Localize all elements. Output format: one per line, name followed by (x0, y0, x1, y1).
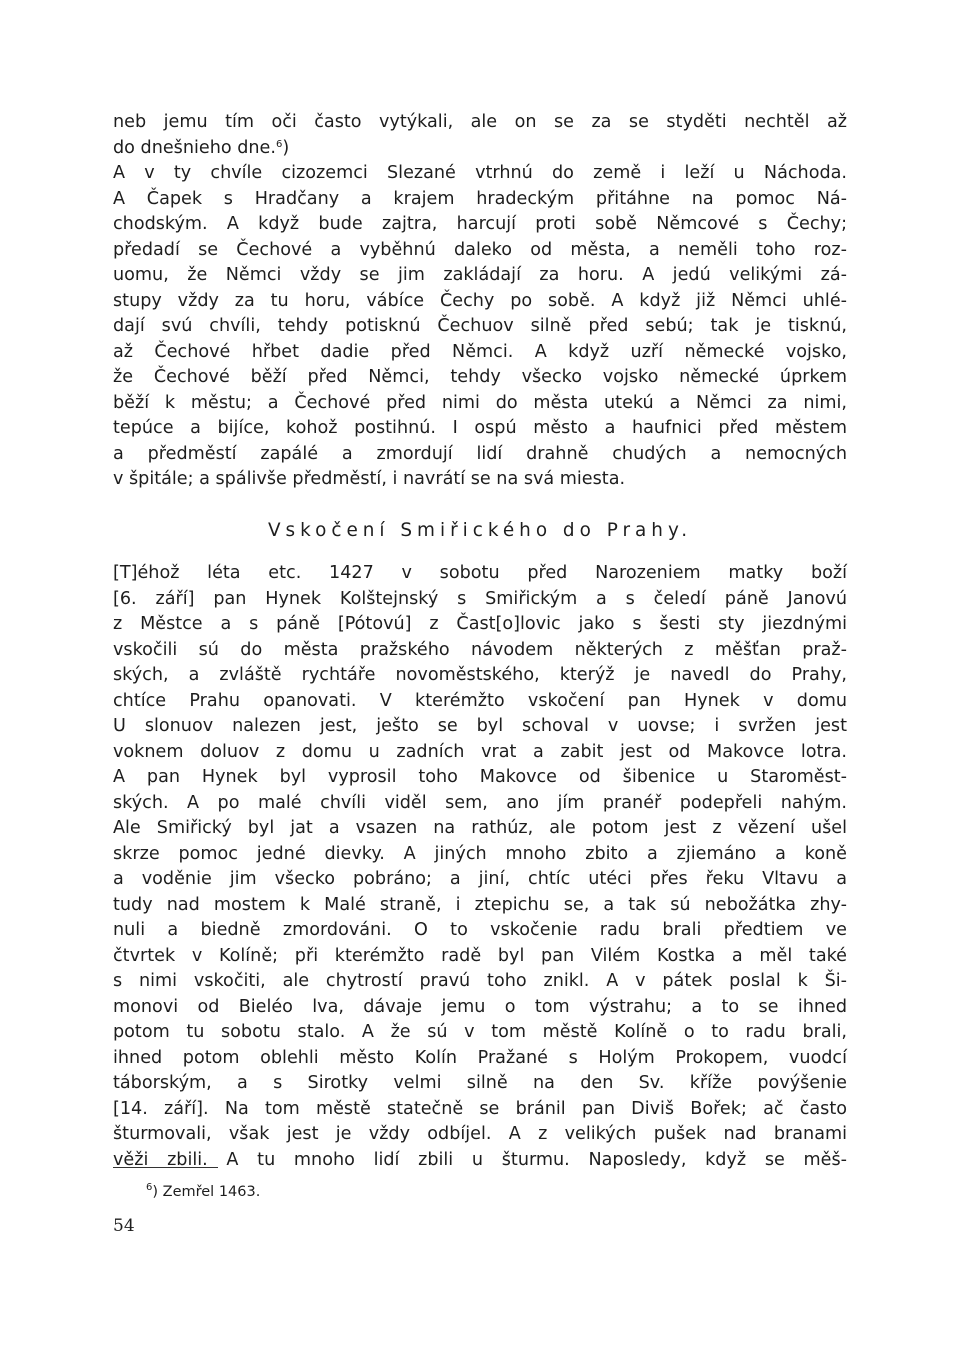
text-line: běží k městu; a Čechové před nimi do města utekú a Němci za nimi, (113, 392, 847, 413)
footnote-marker: 6 (146, 1182, 153, 1193)
text-line: předadí se Čechové a vyběhnú daleko od města, a neměli toho roz- (113, 239, 847, 260)
text-line: Ale Smiřický byl jat a vsazen na rathúz, ale potom jest z vězení ušel (113, 818, 847, 838)
text-line: ských. A po malé chvíli viděl sem, ano jím pranéř podepřeli nahým. (113, 792, 847, 813)
paragraph-1 (113, 110, 847, 493)
text-line: skrze pomoc jedné dievky. A jiných mnoho zbito a zjiemáno a koně (113, 843, 847, 864)
text-line: ských, a zvláště rychtáře novoměstského, kterýž je navedl do Prahy, (113, 665, 847, 685)
text-line: chodským. A když bude zajtra, harcují proti sobě Němcové s Čechy; (113, 214, 847, 234)
text-line: monovi od Bieléo lva, dávaje jemu o tom výstrahu; a to se ihned (113, 996, 847, 1017)
text-line: táborským, a s Sirotky velmi silně na den Sv. kříže povýšenie (113, 1073, 847, 1093)
text-line: a předměstí zapálé a zmordují lidí drahně chudých a nemocných (113, 443, 847, 464)
text-line: neb jemu tím oči často vytýkali, ale on se za se styděti nechtěl až (113, 112, 847, 132)
text-line: [6. září] pan Hynek Kolštejnský s Smiřickým a s čeledí páně Janovú (113, 588, 847, 609)
text-line: z Městce a s páně [Pótovú] z Čast[o]lovic jako s šesti sty jiezdnými (113, 614, 847, 634)
text-line: chtíce Prahu opanovati. V kterémžto vskočení pan Hynek v domu (113, 690, 847, 711)
text-line: U slonuov nalezen jest, ješto se byl schoval v uovse; i svržen jest (113, 716, 847, 736)
text-line: vskočili sú do města pražského návodem některých z měšťan praž- (113, 639, 847, 660)
section-heading: Vskočení Smiřického do Prahy. (267, 520, 693, 541)
text-line: A v ty chvíle cizozemci Slezané vtrhnú do země i leží u Náchoda. (113, 163, 847, 183)
text-line: uomu, že Němci vždy se jim zakládají za horu. A jedú velikými zá- (113, 265, 847, 285)
text-line: ihned potom oblehli město Kolín Pražané s Holým Prokopem, vuodcí (113, 1047, 847, 1068)
text-line: tepúce a bijíce, kohož postihnú. I ospú město a haufnici před městem (113, 418, 847, 438)
text-line: stupy vždy za tu horu, vábíce Čechy po sobě. A když již Němci uhlé- (113, 290, 847, 311)
text-line: a voděnie jim všecko pobráno; a jiní, chtíc utéci přes řeku Vltavu a (113, 869, 847, 889)
paragraph-2 (113, 561, 847, 1173)
footnote-rule (113, 1167, 218, 1168)
text-line: voknem doluov z domu u zadních vrat a zabit jest od Makovce lotra. (113, 741, 847, 762)
text-line: v špitále; a spálivše předměstí, i navrátí se na svá miesta. (113, 469, 626, 489)
text-line: [14. září]. Na tom městě statečně se bránil pan Diviš Bořek; ač často (113, 1098, 847, 1119)
footnote: $^6$) Zemřel 1463. (146, 1182, 261, 1200)
text-line: dají svú chvíli, tehdy potisknú Čechuov silně před sebú; tak je tisknú, (113, 316, 847, 336)
text-line: [T]éhož léta etc. 1427 v sobotu před Narozeniem matky boží (113, 563, 847, 583)
text-line: že Čechové běží před Němci, tehdy všecko vojsko německé úprkem (113, 367, 847, 387)
text-line: A pan Hynek byl vyprosil toho Makovce od šibenice u Staroměst- (113, 767, 847, 787)
footnote-ref: 6 (275, 138, 283, 150)
text-line: nuli a biedně zmordováni. O to vskočenie radu brali předtiem ve (113, 920, 847, 940)
text-line: do dnešnieho dne.$^6$) (113, 137, 290, 158)
text-line: potom tu sobotu stalo. A že sú v tom městě Kolíně o to radu brali, (113, 1022, 847, 1042)
text-line: až Čechové hřbet dadie před Němci. A když uzří německé vojsko, (113, 341, 847, 362)
text-line: věži zbili. A tu mnoho lidí zbili u šturmu. Naposledy, když se měš- (113, 1149, 847, 1170)
text-line: šturmovali, však jest je vždy odbíjel. A z velikých pušek nad branami (113, 1124, 847, 1144)
page-number: 54 (113, 1216, 135, 1236)
text-line: tudy nad mostem k Malé straně, i ztepichu se, a tak sú nebožátka zhy- (113, 894, 847, 915)
text-line: s nimi vskočiti, ale chytrostí pravú toho znikl. A v pátek poslal k Ši- (113, 971, 847, 991)
text-line: čtvrtek v Kolíně; při kterémžto radě byl pan Vilém Kostka a měl také (113, 945, 847, 966)
text-line: A Čapek s Hradčany a krajem hradeckým přitáhne na pomoc Ná- (113, 188, 847, 209)
